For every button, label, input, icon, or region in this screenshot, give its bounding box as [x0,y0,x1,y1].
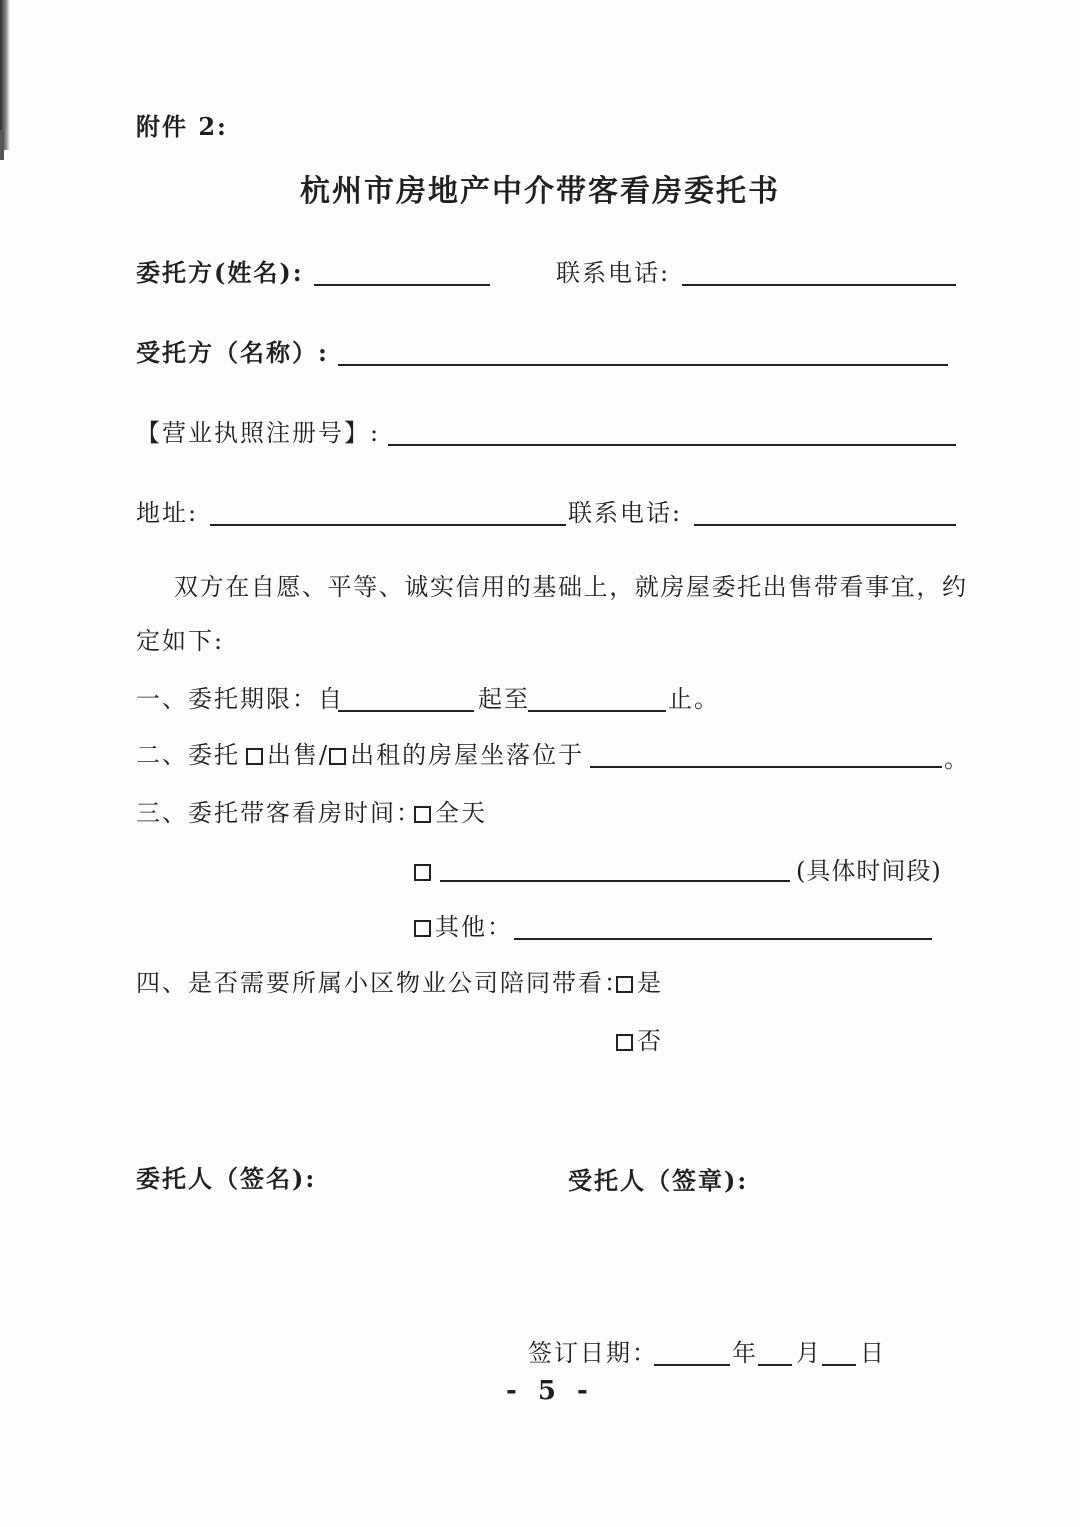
clause-4-prefix: 四、是否需要所属小区物业公司陪同带看： [136,969,630,997]
property-location-field[interactable] [590,766,942,768]
address-field[interactable] [210,524,566,526]
agent-phone-label: 联系电话: [568,499,683,527]
clause-1-middle: 起至 [478,685,530,713]
sign-date-label: 签订日期： [528,1339,658,1367]
license-no-field[interactable] [388,444,956,446]
term-start-field[interactable] [338,710,474,712]
agent-name-field[interactable] [338,364,948,366]
accompany-no-checkbox[interactable] [616,1034,633,1051]
agent-signature-label: 受托人（签章): [568,1166,749,1195]
sign-day-label: 日 [860,1339,886,1367]
client-signature-label: 委托人（签名): [136,1164,317,1193]
document-title: 杭州市房地产中介带客看房委托书 [300,174,780,209]
agent-name-label: 受托方（名称）: [136,338,329,367]
address-label: 地址: [136,499,199,527]
sign-month-field[interactable] [758,1364,792,1366]
sign-day-field[interactable] [822,1364,856,1366]
time-period-checkbox[interactable] [414,864,431,881]
sign-month-label: 月 [796,1339,822,1367]
time-period-field[interactable] [440,880,790,882]
scan-edge-shadow [0,0,10,150]
agent-phone-field[interactable] [694,524,956,526]
all-day-label: 全天 [435,799,487,827]
license-no-label: 【营业执照注册号】: [136,419,381,447]
attachment-label: 附件 2: [136,112,228,141]
accompany-no-label: 否 [637,1027,663,1055]
rent-option-label: 出租的房屋坐落位于 [350,741,585,769]
accompany-yes-checkbox[interactable] [616,976,633,993]
other-time-field[interactable] [514,938,932,940]
client-phone-label: 联系电话: [556,259,671,287]
clause-2-suffix: 。 [944,745,970,773]
client-phone-field[interactable] [682,284,956,286]
scan-edge-mark [0,130,4,160]
sign-year-field[interactable] [654,1364,730,1366]
preamble-line-2: 定如下: [136,627,225,655]
page-number: - 5 - [506,1376,594,1406]
time-period-label: (具体时间段) [796,857,942,885]
term-end-field[interactable] [528,710,666,712]
client-name-field[interactable] [314,284,490,286]
client-name-label: 委托方(姓名): [136,258,304,287]
accompany-yes-label: 是 [637,969,663,997]
all-day-checkbox[interactable] [414,806,431,823]
sell-checkbox[interactable] [246,748,263,765]
rent-checkbox[interactable] [329,748,346,765]
other-time-checkbox[interactable] [414,920,431,937]
clause-1-prefix: 一、委托期限：自 [136,685,344,713]
sign-year-label: 年 [732,1339,758,1367]
clause-3-prefix: 三、委托带客看房时间： [136,799,422,827]
clause-2-prefix: 二、委托 [136,741,240,769]
sell-option-label: 出售/ [267,741,330,769]
other-time-label: 其他： [435,913,513,941]
clause-1-suffix: 止。 [668,685,720,713]
preamble-line-1: 双方在自愿、平等、诚实信用的基础上，就房屋委托出售带看事宜，约 [174,573,968,601]
